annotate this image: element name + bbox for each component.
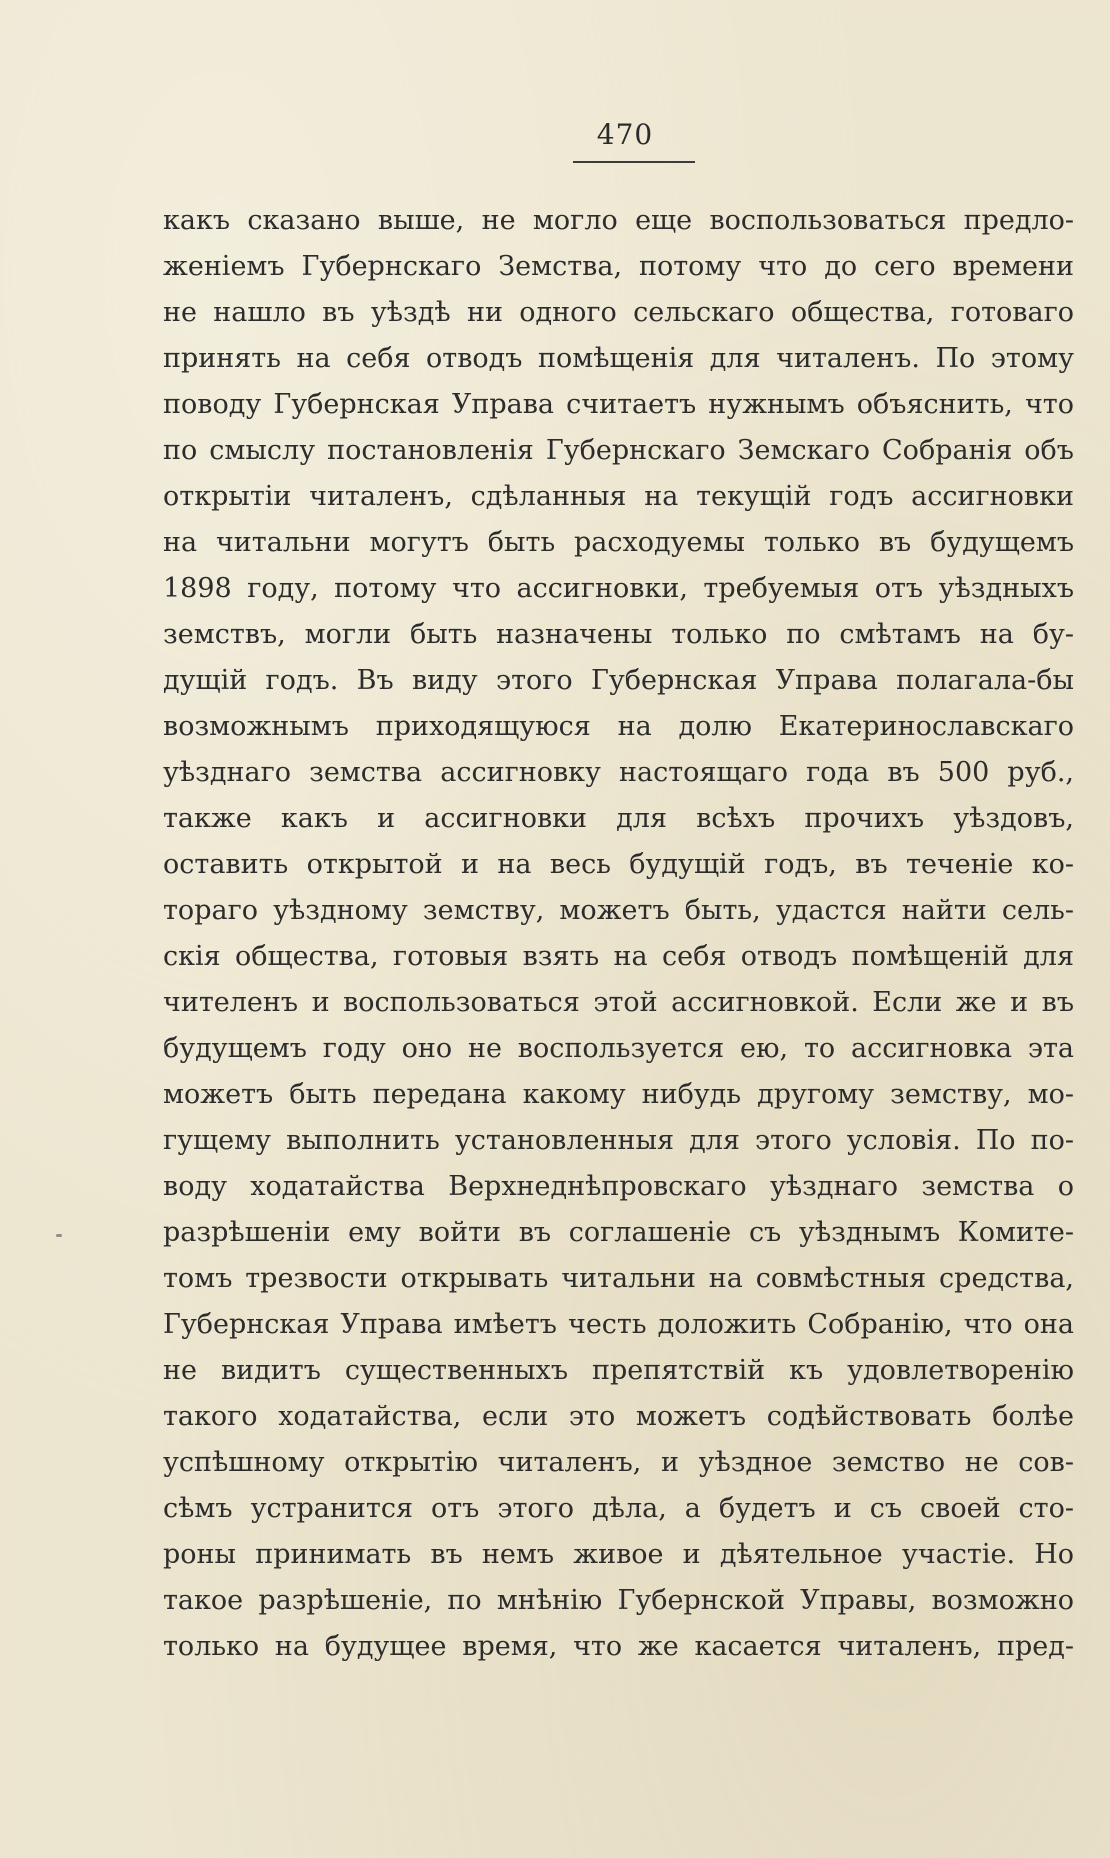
text-line: томъ трезвости открывать читальни на совмѣстныя средства,: [163, 1263, 1074, 1294]
text-line: скія общества, готовыя взять на себя отводъ помѣщеній для: [163, 941, 1074, 972]
page-number: 470: [596, 118, 654, 151]
text-line: поводу Губернская Управа считаетъ нужнымъ объяснить, что: [163, 389, 1074, 420]
text-line: женіемъ Губернскаго Земства, потому что до сего времени: [163, 251, 1074, 282]
text-line: сѣмъ устранится отъ этого дѣла, а будетъ и съ своей сто-: [163, 1493, 1074, 1524]
text-line: какъ сказано выше, не могло еще воспользоваться предло-: [163, 205, 1074, 236]
text-line: тораго уѣздному земству, можетъ быть, удастся найти сель-: [163, 895, 1074, 926]
text-line: воду ходатайства Верхнеднѣпровскаго уѣзднаго земства о: [163, 1171, 1074, 1202]
header-rule: [573, 161, 695, 163]
text-line: на читальни могутъ быть расходуемы только въ будущемъ: [163, 527, 1074, 558]
text-line: роны принимать въ немъ живое и дѣятельное участіе. Но: [163, 1539, 1074, 1570]
text-line: оставить открытой и на весь будущій годъ, въ теченіе ко-: [163, 849, 1074, 880]
text-line: не нашло въ уѣздѣ ни одного сельскаго общества, готоваго: [163, 297, 1074, 328]
text-line: принять на себя отводъ помѣщенія для читаленъ. По этому: [163, 343, 1074, 374]
text-line: такое разрѣшеніе, по мнѣнію Губернской Управы, возможно: [163, 1585, 1074, 1616]
text-line: земствъ, могли быть назначены только по смѣтамъ на бу-: [163, 619, 1074, 650]
text-line: не видитъ существенныхъ препятствій къ удовлетворенію: [163, 1355, 1074, 1386]
text-line: по смыслу постановленія Губернскаго Земскаго Собранія объ: [163, 435, 1074, 466]
text-line: уѣзднаго земства ассигновку настоящаго года въ 500 руб.,: [163, 757, 1074, 788]
text-line: чителенъ и воспользоваться этой ассигновкой. Если же и въ: [163, 987, 1074, 1018]
text-line: 1898 году, потому что ассигновки, требуемыя отъ уѣздныхъ: [163, 573, 1074, 604]
text-line: дущій годъ. Въ виду этого Губернская Управа полагала-бы: [163, 665, 1074, 696]
text-line: возможнымъ приходящуюся на долю Екатеринославскаго: [163, 711, 1074, 742]
text-line: можетъ быть передана какому нибудь другому земству, мо-: [163, 1079, 1074, 1110]
text-line: гущему выполнить установленныя для этого условія. По по-: [163, 1125, 1074, 1156]
text-line: разрѣшеніи ему войти въ соглашеніе съ уѣзднымъ Комите-: [163, 1217, 1074, 1248]
ink-speck: [56, 1234, 62, 1237]
text-line: только на будущее время, что же касается читаленъ, пред-: [163, 1631, 1074, 1662]
text-line: Губернская Управа имѣетъ честь доложить Собранію, что она: [163, 1309, 1074, 1340]
body-text: [163, 198, 1074, 1670]
text-line: успѣшному открытію читаленъ, и уѣздное земство не сов-: [163, 1447, 1074, 1478]
text-line: будущемъ году оно не воспользуется ею, то ассигновка эта: [163, 1033, 1074, 1064]
text-line: открытіи читаленъ, сдѣланныя на текущій годъ ассигновки: [163, 481, 1074, 512]
text-line: такого ходатайства, если это можетъ содѣйствовать болѣе: [163, 1401, 1074, 1432]
text-line: также какъ и ассигновки для всѣхъ прочихъ уѣздовъ,: [163, 803, 1074, 834]
